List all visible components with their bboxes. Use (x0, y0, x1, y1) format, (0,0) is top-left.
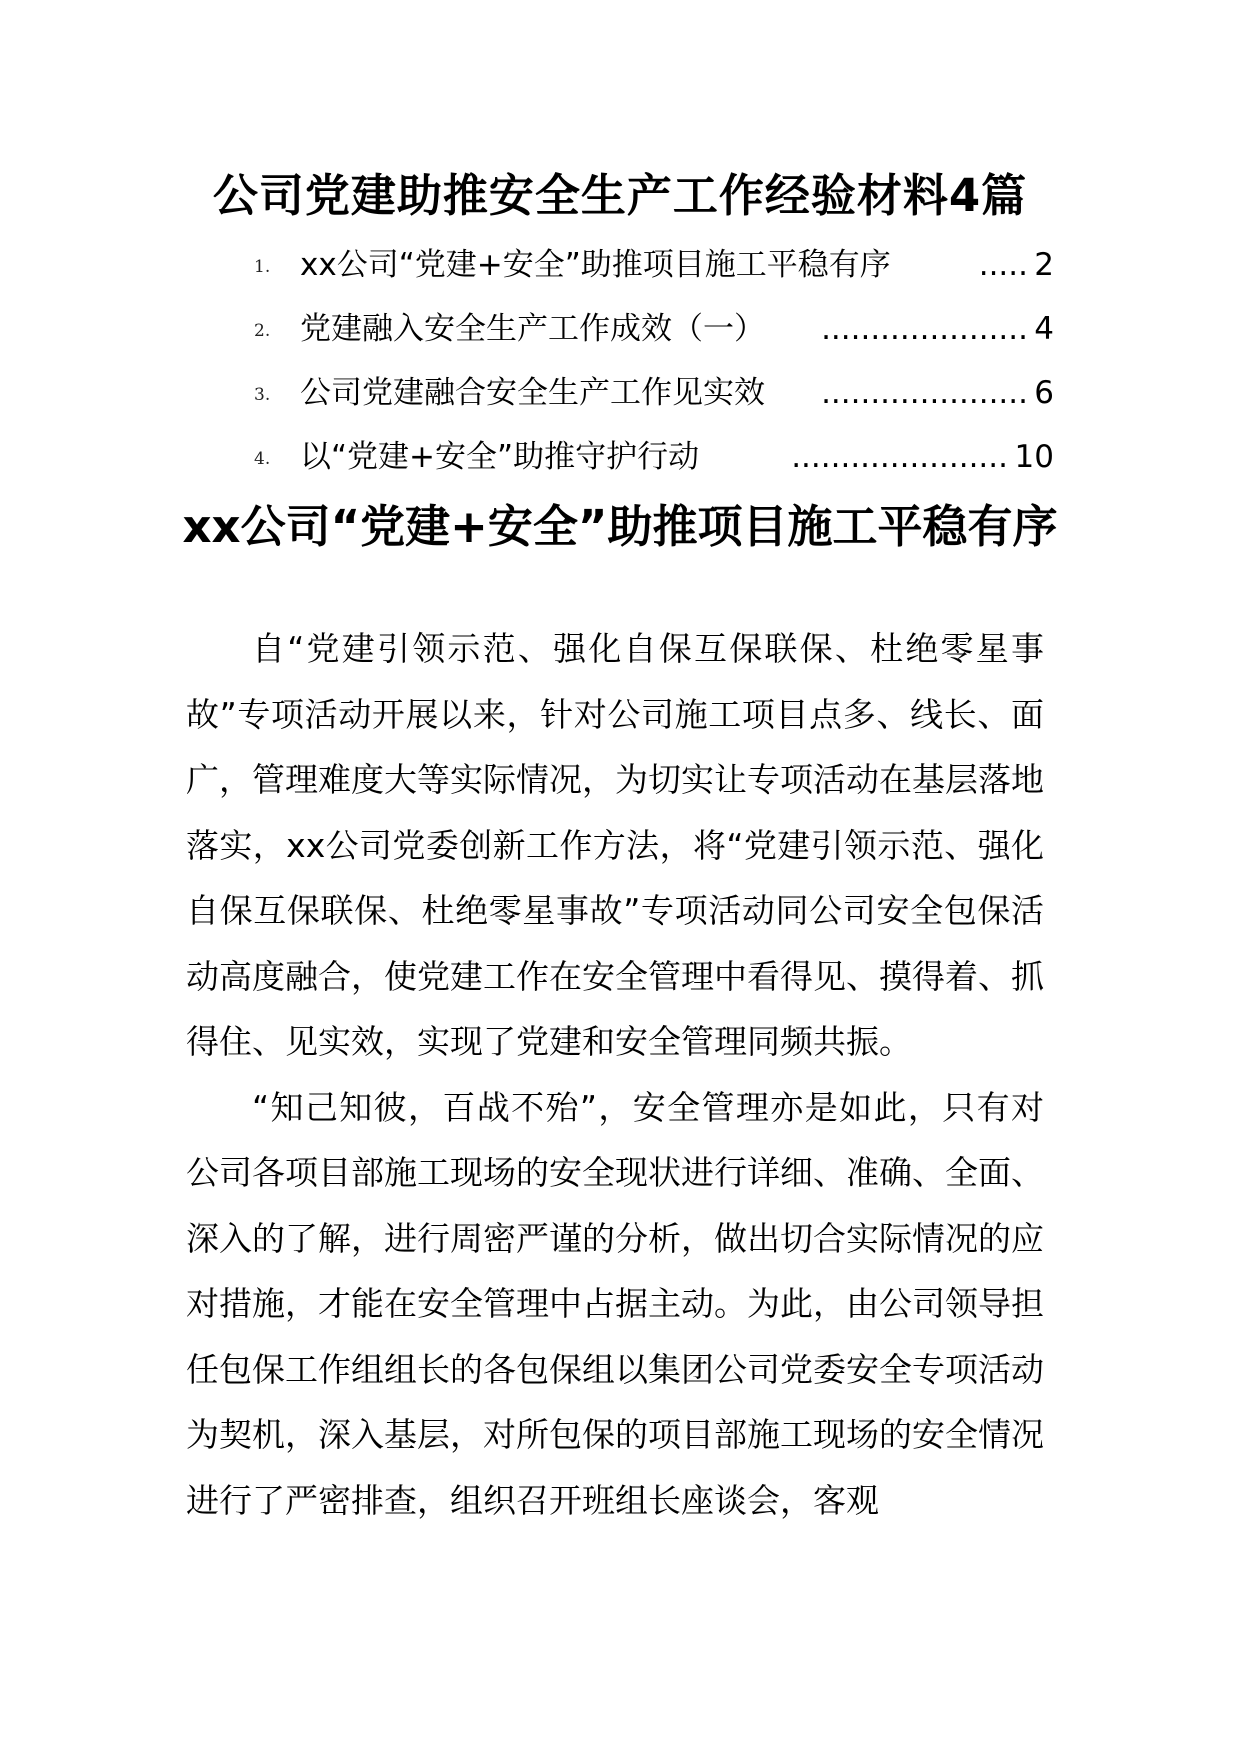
toc-item[interactable] (254, 432, 1054, 482)
toc-item-leader-dots: ..................... (821, 375, 1028, 411)
toc-item-text: xx公司“党建+安全”助推项目施工平稳有序 (300, 247, 891, 283)
toc-item-page-number: 6 (1034, 375, 1054, 411)
toc-item-leader-dots: ...................... (791, 439, 1008, 475)
document-title: 公司党建助推安全生产工作经验材料4篇 (212, 169, 1028, 222)
toc-item-leader-dots: ..... (978, 247, 1028, 283)
toc-item[interactable] (254, 304, 1054, 354)
toc-item-leader-dots: ..................... (821, 311, 1028, 347)
section-heading: xx公司“党建+安全”助推项目施工平稳有序 (182, 500, 1058, 553)
toc-item-number: 4. (254, 449, 271, 469)
toc-item-page-number: 4 (1034, 311, 1054, 347)
body-paragraph: “知己知彼，百战不殆”，安全管理亦是如此，只有对公司各项目部施工现场的安全现状进行详细、准确、全面、深入的了解，进行周密严谨的分析，做出切合实际情况的应对措施，才能在安全管理中占据主动。为此，由公司领导担任包保工作组组长的各包保组以集团公司党委安全专项活动为契机，深入基层，对所包保的项目部施工现场的安全情况进行了严密排查，组织召开班组长座谈会，客观 (186, 1087, 1044, 1520)
toc-item-text: 以“党建+安全”助推守护行动 (300, 439, 700, 475)
body-paragraph: 自“党建引领示范、强化自保互保联保、杜绝零星事故”专项活动开展以来，针对公司施工项目点多、线长、面广，管理难度大等实际情况，为切实让专项活动在基层落地落实，xx公司党委创新工作方法，将“党建引领示范、强化自保互保联保、杜绝零星事故”专项活动同公司安全包保活动高度融合，使党建工作在安全管理中看得见、摸得着、抓得住、见实效，实现了党建和安全管理同频共振。 (186, 629, 1044, 1061)
toc-item-page-number: 2 (1034, 247, 1054, 283)
toc-item[interactable] (254, 240, 1054, 290)
toc-item-text: 公司党建融合安全生产工作见实效 (300, 375, 765, 411)
toc-item-number: 1. (254, 257, 271, 277)
toc-item-page-number: 10 (1014, 439, 1054, 475)
toc-item-number: 3. (254, 385, 271, 405)
toc-item-number: 2. (254, 321, 271, 341)
body-text (186, 616, 1044, 1533)
toc-item[interactable] (254, 368, 1054, 418)
toc-item-text: 党建融入安全生产工作成效（一） (300, 311, 765, 347)
